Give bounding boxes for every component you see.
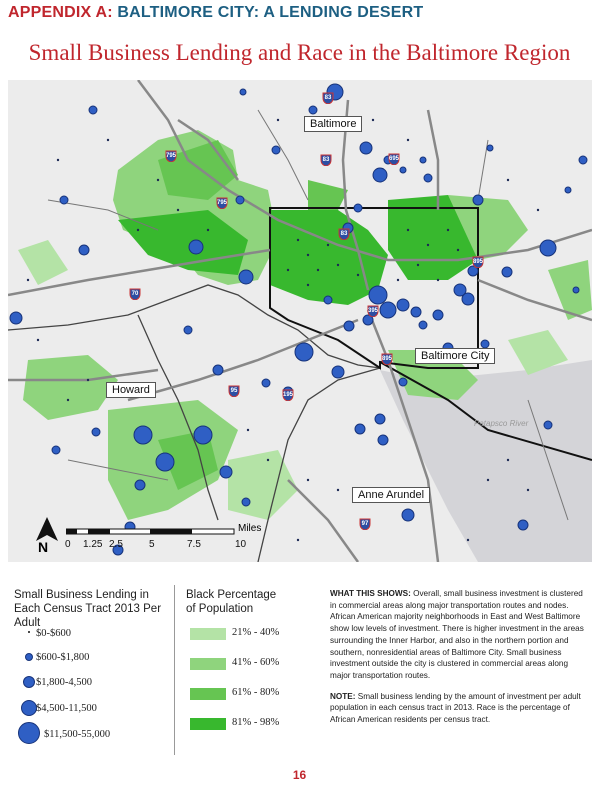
scale-tick: 5 xyxy=(149,539,155,550)
scale-tick: 0 xyxy=(65,539,71,550)
highway-shield: 95 xyxy=(228,385,240,397)
highway-shield: 795 xyxy=(216,197,228,209)
note: NOTE: Small business lending by the amount of investment per adult population in each census tract in 2013. Race is the percentage of African American residents per census tract. xyxy=(330,691,581,725)
north-arrow xyxy=(34,517,60,553)
north-label: N xyxy=(38,539,49,555)
highway-shield: 395 xyxy=(367,305,379,317)
baltimore-map[interactable] xyxy=(8,80,592,562)
scale-tick: 7.5 xyxy=(187,539,201,550)
scale-tick: 10 xyxy=(235,539,247,550)
highway-shield: 97 xyxy=(359,518,371,530)
highway-shield: 695 xyxy=(388,153,400,165)
highway-shield: 895 xyxy=(381,353,393,365)
scale-bar xyxy=(66,528,246,536)
highway-shield: 895 xyxy=(472,256,484,268)
map-title: Small Business Lending and Race in the Baltimore Region xyxy=(28,40,571,65)
notes xyxy=(330,588,588,735)
appendix-header xyxy=(8,4,423,22)
highway-shield: 83 xyxy=(320,154,332,166)
baltimore-county-label: Baltimore xyxy=(304,116,362,132)
map-canvas xyxy=(8,80,592,562)
legend-divider xyxy=(174,585,175,755)
highway-shield: 70 xyxy=(129,288,141,300)
lending-legend-title: Small Business Lending in Each Census Tract 2013 Per Adult xyxy=(14,589,162,629)
highway-shield: 83 xyxy=(338,228,350,240)
baltimore-city-label: Baltimore City xyxy=(415,348,495,364)
scale-tick: 1.25 xyxy=(83,539,103,550)
highway-shield: 83 xyxy=(322,92,334,104)
header-prefix: APPENDIX A: xyxy=(8,4,113,21)
anne-arundel-label: Anne Arundel xyxy=(352,487,430,503)
howard-county-label: Howard xyxy=(106,382,156,398)
patapsco-label: Patapsco River xyxy=(474,419,529,428)
scale-tick: 2.5 xyxy=(109,539,123,550)
highway-shield: 795 xyxy=(165,150,177,162)
race-legend-title: Black Percentage of Population xyxy=(186,589,277,615)
highway-shield: 195 xyxy=(282,389,294,401)
scale-unit: Miles xyxy=(238,523,262,534)
page-number: 16 xyxy=(292,768,307,782)
what-this-shows: WHAT THIS SHOWS: Overall, small business investment is clustered in commercial areas along major transportation routes and nodes. African American majority neighborhoods in East and West Baltimore show low levels of investment. There is higher investment in the areas surrounding the Inner Harbor, and also in the northern portion and southern, nonresidential areas of Baltimore City. Small business investment outside the city is clustered in commercial areas along major transportation routes. xyxy=(330,589,584,680)
header-text: BALTIMORE CITY: A LENDING DESERT xyxy=(117,4,424,21)
